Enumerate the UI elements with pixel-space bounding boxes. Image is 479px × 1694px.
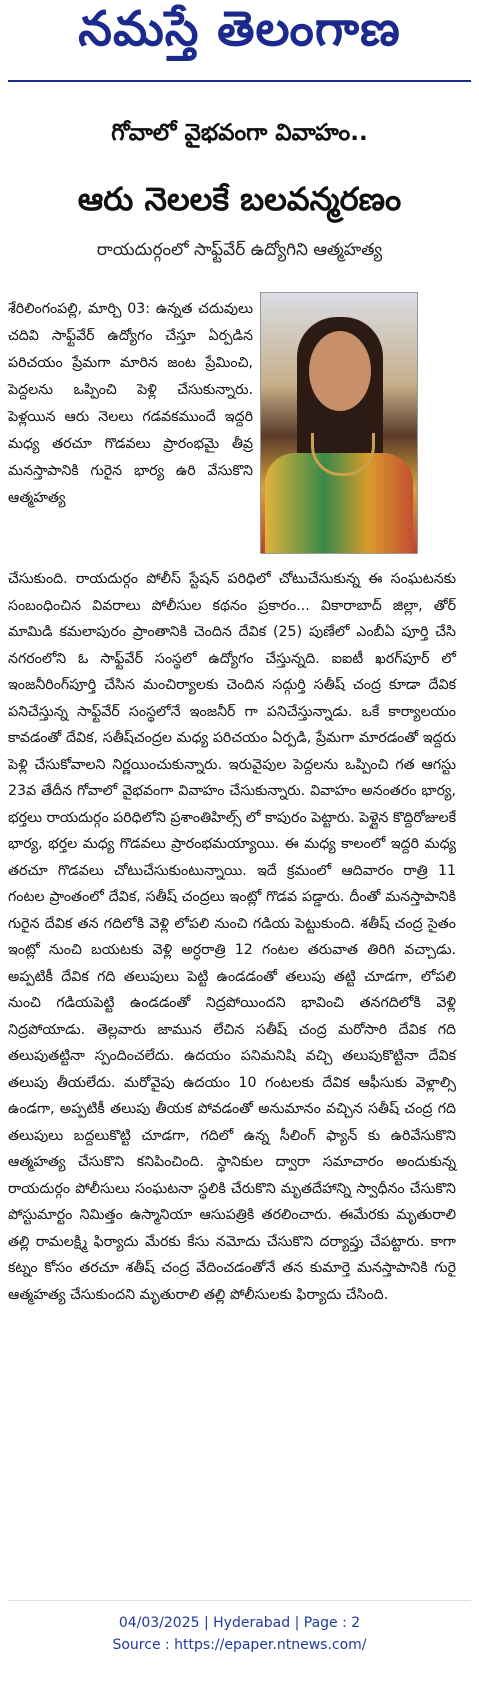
article-body-column: శేరిలింగంపల్లి, మార్చి 03: ఉన్నత చదువులు చదివి సాఫ్ట్‌వేర్ ఉద్యోగం చేస్తూ ఏర్పడిన పరిచయం ప్రేమగా మారిన జంట ప్రేమించి, పెద్దలను ఒప్పించి పెళ్లి చేసుకున్నారు. పెళ్లయిన ఆరు నెలలు గడవకముందే ఇద్దరి మధ్య తరచూ గొడవలు ప్రారంభమై తీవ్ర మనస్తాపానికి గురైన భార్య ఉరి వేసుకొని ఆత్మహత్య (8, 301, 253, 506)
footer-divider (8, 1600, 471, 1601)
masthead-divider (8, 80, 471, 82)
article-photo (260, 292, 418, 554)
article-body: చేసుకుంది. రాయదుర్గం పోలీస్ స్టేషన్ పరిధిలో చోటుచేసుకున్న ఈ సంఘటనకు సంబంధించిన వివరాలు పోలీసుల కథనం ప్రకారం... వికారాబాద్ జిల్లా, తోర్ మామిడి కమలాపురం ప్రాంతానికి చెందిన దేవిక (25) పుణేలో ఎంబీఏ పూర్తి చేసి నగరంలోని ఓ సాఫ్ట్‌వేర్ సంస్థలో ఉద్యోగం చేస్తున్నది. ఐఐటీ ఖరగ్‌పూర్ లో ఇంజనీరింగ్‌పూర్తి చేసిన మంచిర్యాలకు చెందిన సద్గుర్తి సతీష్ చంద్ర కూడా దేవిక పనిచేస్తున్న సాఫ్ట్‌వేర్ సంస్థలోనే ఇంజనీర్ గా పనిచేస్తున్నాడు. ఒకే కార్యాలయం కావడంతో దేవిక, సతీష్‌చంద్రల మధ్య పరిచయం ఏర్పడి, ప్రేమగా మారడంతో ఇద్దరు పెళ్లి చేసుకోవాలని నిర్ణయించుకున్నారు. ఇరువైపుల పెద్దలను ఒప్పించి గత ఆగస్టు 23వ తేదీన గోవాలో వైభవంగా వివాహం చేసుకున్నారు. వివాహం అనంతరం భార్య, భర్తలు రాయదుర్గం పరిధిలోని ప్రశాంతిహిల్స్ లో కాపురం పెట్టారు. పెళ్లైన కొద్దిరోజులకే భార్య, భర్తల మధ్య గొడవలు ప్రారంభమయ్యాయి. ఈ మధ్య కాలంలో ఇద్దరి మధ్య తరచూ గొడవలు చోటుచేసుకుంటున్నాయి. ఇదే క్రమంలో ఆదివారం రాత్రి 11 గంటల ప్రాంతంలో దేవిక, సతీష్ చంద్రలు ఇంట్లో గొడవ పడ్డారు. దీంతో మనస్తాపానికి గురైన దేవిక తన గదిలోకి వెళ్లి లోపలి నుంచి గడియ పెట్టుకుంది. శతీష్ చంద్ర సైతం ఇంట్లో నుంచి బయటకు వెళ్లి అర్ధరాత్రి 12 గంటల తరువాత తిరిగి వచ్చాడు. అప్పటికీ దేవిక గది తలుపులు పెట్టి ఉండడంతో తలుపు తట్టి చూడగా, లోపలి నుంచి గడియపెట్టి ఉండడంతో నిద్రపోయిందని భావించి తనగదిలోకి వెళ్లి నిద్రపోయాడు. తెల్లవారు జామున లేచిన సతీష్ చంద్ర మరోసారి దేవిక గది తలుపుతట్టినా స్పందించలేదు. ఉదయం పనిమనిషి వచ్చి తలుపుకొట్టినా దేవిక తలుపు తీయలేదు. మరోవైపు ఉదయం 10 గంటలకు దేవిక ఆఫీసుకు వెళ్లాల్సి ఉండగా, అప్పటికీ తలుపు తీయక పోవడంతో అనుమానం వచ్చిన సతీష్ చంద్ర గది తలుపులు బద్దలుకొట్టి చూడగా, గదిలో ఉన్న సీలింగ్ ఫ్యాన్ కు ఉరివేసుకొని ఆత్మహత్య చేసుకొని కనిపించింది. స్థానికుల ద్వారా సమాచారం అందుకున్న రాయదుర్గం పోలీసులు సంఘటనా స్థలికి చేరుకొని మృతదేహాన్ని స్వాధీనం చేసుకొని పోస్టుమార్టం నిమిత్తం ఉస్మానియా ఆసుపత్రికి తరలించారు. ఈమేరకు మృతురాలి తల్లి రామలక్ష్మి ఫిర్యాదు మేరకు కేసు నమోదు చేసుకొని దర్యాప్తు చేపట్టారు. కాగా కట్నం కోసం తరచూ శతీష్ చంద్ర వేదించడంతోనే తన కుమార్తె మనస్తాపానికి గురై ఆత్మహత్య చేసుకుందని మృతురాలి తల్లి పోలీసులకు ఫిర్యాదు చేసింది. (8, 571, 456, 1303)
footer-source: Source : https://epaper.ntnews.com/ (112, 1637, 367, 1653)
footer (0, 1612, 479, 1656)
article-headline: ఆరు నెలలకే బలవన్మరణం (77, 180, 402, 218)
footer-dateline: 04/03/2025 | Hyderabad | Page : 2 (118, 1615, 361, 1631)
article-subheadline: రాయదుర్గంలో సాఫ్ట్‌వేర్ ఉద్యోగిని ఆత్మహత్య (96, 240, 383, 260)
article-kicker: గోవాలో వైభవంగా వివాహం.. (111, 120, 368, 146)
masthead-title: నమస్తే తెలంగాణ (78, 1, 401, 57)
